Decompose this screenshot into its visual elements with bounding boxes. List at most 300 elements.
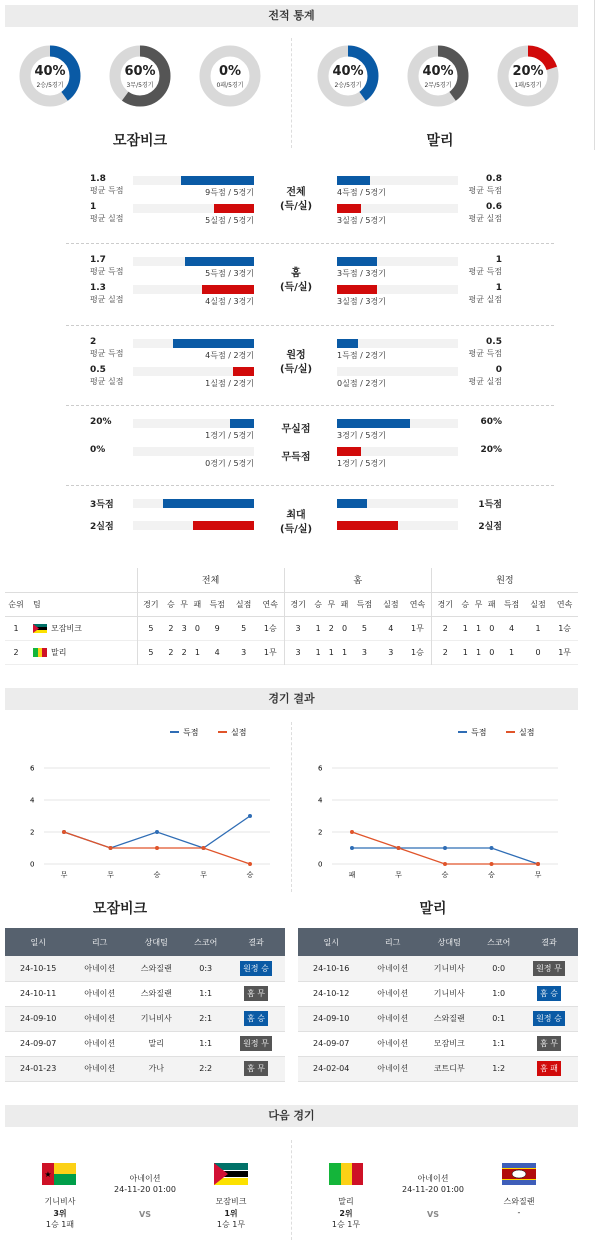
stat-cell: 4 bbox=[214, 647, 220, 657]
data-point bbox=[443, 846, 447, 850]
result-league: 아네이션 bbox=[71, 1031, 128, 1056]
away-stat-label: 평균 득점 bbox=[468, 349, 502, 358]
stat-cell: 3 bbox=[388, 647, 394, 657]
result-score: 0:3 bbox=[185, 956, 227, 981]
stat-cell: 5 bbox=[148, 623, 154, 633]
away-blue-bar bbox=[337, 419, 410, 428]
data-point bbox=[202, 846, 206, 850]
series-line-score bbox=[352, 848, 538, 864]
home-red-bar bbox=[233, 367, 254, 376]
result-opp: 스와질랜 bbox=[421, 1006, 478, 1031]
results-header: 결과 bbox=[227, 928, 285, 956]
standings-subheader: 실점 bbox=[530, 599, 546, 609]
group-home: 홈 bbox=[284, 568, 431, 592]
stat-cell: 0 bbox=[194, 623, 200, 633]
x-tick-label: 승 bbox=[153, 871, 161, 879]
y-tick-label: 4 bbox=[30, 796, 35, 805]
home-stat-label: 평균 실점 bbox=[90, 377, 124, 386]
away-red-bar bbox=[337, 285, 377, 294]
standings-subheader: 승 bbox=[461, 599, 470, 609]
stat-cell: 0 bbox=[535, 647, 541, 657]
away-bar-subtext: 3득점 / 3경기 bbox=[337, 269, 386, 278]
away-results-table bbox=[298, 928, 578, 1082]
away-bar-subtext: 3실점 / 5경기 bbox=[337, 216, 386, 225]
compare-center-label bbox=[261, 349, 331, 377]
away-stat-label: 평균 실점 bbox=[468, 377, 502, 386]
result-badge: 홈 패 bbox=[537, 1061, 561, 1076]
home-results-table bbox=[5, 928, 285, 1082]
team-cell[interactable] bbox=[27, 616, 137, 640]
legend-label: 실점 bbox=[231, 728, 247, 737]
away-blue-bar bbox=[337, 499, 367, 508]
standings-subheader: 실점 bbox=[235, 599, 252, 609]
results-header: 상대팀 bbox=[128, 928, 185, 956]
center-label-line2: (득/실) bbox=[279, 524, 313, 535]
standings-table bbox=[5, 568, 578, 665]
next2-left-record: 1승 1무 bbox=[331, 1220, 361, 1229]
next2-left-name: 말리 bbox=[338, 1197, 354, 1206]
result-cell bbox=[520, 981, 578, 1006]
result-cell bbox=[227, 1006, 285, 1031]
data-point bbox=[62, 830, 66, 834]
stat-cell: 4 bbox=[388, 623, 394, 633]
stat-cell: 2 bbox=[168, 647, 174, 657]
mozambique-flag-icon bbox=[214, 1163, 248, 1185]
y-tick-label: 0 bbox=[30, 860, 35, 869]
standings-subheader: 승 bbox=[167, 599, 175, 609]
result-date: 24-10-16 bbox=[298, 956, 364, 981]
record-stats-header: 전적 통계 bbox=[5, 5, 578, 27]
x-tick-label: 무 bbox=[395, 871, 402, 879]
home-bar-subtext: 5실점 / 5경기 bbox=[205, 216, 254, 225]
away-results-title: 말리 bbox=[419, 901, 447, 917]
away-blue-bar bbox=[337, 339, 358, 348]
result-score: 0:0 bbox=[478, 956, 520, 981]
data-point bbox=[109, 846, 113, 850]
result-badge: 원정 승 bbox=[533, 1011, 565, 1026]
section-divider bbox=[66, 405, 554, 406]
result-league: 아네이션 bbox=[71, 956, 128, 981]
away-stat-value: 60% bbox=[480, 417, 502, 427]
result-row bbox=[5, 956, 285, 981]
result-cell bbox=[227, 1031, 285, 1056]
section-divider bbox=[66, 243, 554, 244]
results-header: 리그 bbox=[71, 928, 128, 956]
donut-subtext: 0패/5경기 bbox=[216, 82, 244, 89]
result-opp: 스와질랜 bbox=[128, 956, 185, 981]
results-header: 스코어 bbox=[478, 928, 520, 956]
scrollbar[interactable] bbox=[594, 0, 600, 150]
stat-cell: 0 bbox=[342, 623, 348, 633]
away-stat-value: 1득점 bbox=[478, 500, 502, 510]
next2-left-rank: 2위 bbox=[339, 1209, 353, 1218]
home-stat-value: 20% bbox=[90, 417, 112, 427]
standings-subheader: 실점 bbox=[383, 599, 399, 609]
away-donut-1 bbox=[406, 44, 470, 108]
away-red-bar bbox=[337, 447, 361, 456]
stat-cell: 3 bbox=[361, 647, 367, 657]
result-opp: 기니비사 bbox=[421, 956, 478, 981]
eswatini-flag-icon bbox=[502, 1163, 536, 1185]
result-date: 24-02-04 bbox=[298, 1056, 364, 1081]
home-stat-value: 1.8 bbox=[90, 174, 106, 184]
standings-subheader: 경기 bbox=[437, 599, 454, 609]
result-date: 24-09-07 bbox=[5, 1031, 71, 1056]
away-blue-bar bbox=[337, 176, 370, 185]
center-label-line2: (득/실) bbox=[279, 282, 313, 293]
compare-center-label bbox=[261, 509, 331, 537]
center-label-line1: 최대 bbox=[286, 510, 306, 521]
result-score: 1:0 bbox=[478, 981, 520, 1006]
home-bar-subtext: 0경기 / 5경기 bbox=[205, 459, 254, 468]
next2-vs: VS bbox=[427, 1210, 439, 1219]
donut-percent: 60% bbox=[124, 64, 156, 79]
away-stat-value: 1 bbox=[495, 255, 502, 265]
away-bar-subtext: 4득점 / 5경기 bbox=[337, 188, 386, 197]
result-opp: 모잠비크 bbox=[421, 1031, 478, 1056]
next1-right-record: 1승 1무 bbox=[216, 1220, 246, 1229]
data-point bbox=[350, 830, 354, 834]
result-badge: 원정 승 bbox=[240, 961, 272, 976]
stat-cell: 1 bbox=[462, 623, 468, 633]
standings-subheader: 패 bbox=[340, 599, 349, 609]
donut-percent: 40% bbox=[332, 64, 364, 79]
data-point bbox=[155, 830, 159, 834]
result-cell bbox=[520, 1031, 578, 1056]
home-donut-2 bbox=[198, 44, 262, 108]
result-badge: 홈 무 bbox=[537, 1036, 561, 1051]
standings-subheader: 패 bbox=[487, 599, 496, 609]
x-tick-label: 무 bbox=[60, 871, 68, 879]
away-form-chart bbox=[308, 722, 568, 887]
bar-track bbox=[133, 447, 254, 456]
stat-cell: 1무 bbox=[257, 640, 284, 664]
stat-cell: 1무 bbox=[558, 647, 572, 657]
divider bbox=[291, 1140, 292, 1240]
donut-subtext: 1패/5경기 bbox=[514, 82, 542, 89]
center-label-line1: 전체 bbox=[286, 187, 306, 198]
result-opp: 가나 bbox=[128, 1056, 185, 1081]
home-blue-bar bbox=[185, 257, 254, 266]
data-point bbox=[443, 862, 447, 866]
result-date: 24-09-07 bbox=[298, 1031, 364, 1056]
home-bar-subtext: 5득점 / 3경기 bbox=[205, 269, 254, 278]
result-cell bbox=[227, 981, 285, 1006]
divider bbox=[291, 722, 292, 892]
standings-subheader: 무 bbox=[327, 599, 336, 609]
away-stat-value: 20% bbox=[480, 445, 502, 455]
center-label-line1: 홈 bbox=[291, 268, 301, 279]
home-team-title: 모잠비크 bbox=[112, 133, 168, 149]
data-point bbox=[155, 846, 159, 850]
home-stat-label: 평균 득점 bbox=[90, 186, 124, 195]
x-tick-label: 승 bbox=[441, 871, 449, 879]
results-header: 상대팀 bbox=[421, 928, 478, 956]
x-tick-label: 무 bbox=[107, 871, 114, 879]
team-name: 모잠비크 bbox=[51, 623, 82, 633]
next2-datetime: 24-11-20 01:00 bbox=[402, 1185, 464, 1194]
home-donut-1 bbox=[108, 44, 172, 108]
stat-cell: 0 bbox=[489, 647, 495, 657]
mozambique-flag-icon bbox=[33, 624, 47, 633]
stat-cell: 1 bbox=[509, 647, 515, 657]
result-opp: 스와질랜 bbox=[128, 981, 185, 1006]
standings-row bbox=[5, 640, 578, 664]
result-row bbox=[5, 981, 285, 1006]
result-opp: 말리 bbox=[128, 1031, 185, 1056]
away-stat-label: 평균 득점 bbox=[468, 267, 502, 276]
next2-league: 아네이션 bbox=[417, 1174, 449, 1183]
away-bar-subtext: 3실점 / 3경기 bbox=[337, 297, 386, 306]
stat-cell: 9 bbox=[214, 623, 220, 633]
stat-cell: 4 bbox=[509, 623, 515, 633]
stat-cell: 1 bbox=[315, 623, 321, 633]
result-league: 아네이션 bbox=[364, 1006, 421, 1031]
stat-cell: 3 bbox=[241, 647, 247, 657]
home-red-bar bbox=[202, 285, 254, 294]
section-divider bbox=[66, 485, 554, 486]
result-row bbox=[5, 1031, 285, 1056]
x-tick-label: 무 bbox=[200, 871, 207, 879]
result-score: 0:1 bbox=[478, 1006, 520, 1031]
stat-cell: 1 bbox=[194, 647, 200, 657]
stat-cell: 1 bbox=[342, 647, 348, 657]
mali-flag-icon bbox=[33, 648, 47, 657]
result-cell bbox=[227, 1056, 285, 1081]
next1-left-rank: 3위 bbox=[53, 1209, 67, 1218]
away-team-title: 말리 bbox=[426, 133, 454, 149]
stat-cell: 1무 bbox=[404, 616, 431, 640]
result-league: 아네이션 bbox=[364, 1031, 421, 1056]
result-league: 아네이션 bbox=[71, 1006, 128, 1031]
x-tick-label: 무 bbox=[534, 871, 542, 879]
home-bar-subtext: 9득점 / 5경기 bbox=[205, 188, 254, 197]
y-tick-label: 6 bbox=[30, 764, 35, 773]
x-tick-label: 승 bbox=[246, 871, 254, 879]
result-row bbox=[5, 1056, 285, 1081]
y-tick-label: 4 bbox=[318, 796, 323, 805]
legend-label: 득점 bbox=[471, 728, 487, 737]
home-stat-label: 평균 실점 bbox=[90, 295, 124, 304]
result-league: 아네이션 bbox=[364, 956, 421, 981]
result-badge: 홈 무 bbox=[244, 986, 268, 1001]
results-header: 일시 bbox=[298, 928, 364, 956]
result-date: 24-01-23 bbox=[5, 1056, 71, 1081]
compare-center-label bbox=[261, 267, 331, 295]
next1-left-record: 1승 1패 bbox=[45, 1220, 75, 1229]
data-point bbox=[490, 846, 494, 850]
stat-cell: 1 bbox=[535, 623, 541, 633]
compare-center-label: 무실점 bbox=[281, 424, 311, 435]
team-name: 말리 bbox=[51, 647, 67, 657]
legend-label: 득점 bbox=[183, 728, 199, 737]
data-point bbox=[350, 846, 354, 850]
result-row bbox=[298, 1006, 578, 1031]
home-blue-bar bbox=[230, 419, 254, 428]
away-stat-value: 0.6 bbox=[486, 202, 502, 212]
next1-datetime: 24-11-20 01:00 bbox=[114, 1185, 176, 1194]
y-tick-label: 2 bbox=[318, 828, 323, 837]
section-divider bbox=[66, 325, 554, 326]
away-donut-2 bbox=[496, 44, 560, 108]
standings-subheader: 득점 bbox=[209, 599, 225, 609]
standings-subheader: 경기 bbox=[290, 599, 306, 609]
next1-league: 아네이션 bbox=[129, 1174, 161, 1183]
result-cell bbox=[227, 956, 285, 981]
result-row bbox=[298, 1031, 578, 1056]
stat-cell: 1 bbox=[315, 647, 321, 657]
result-opp: 기니비사 bbox=[128, 1006, 185, 1031]
home-stat-value: 3득점 bbox=[90, 500, 114, 510]
home-red-bar bbox=[193, 521, 254, 530]
match-results-header: 경기 결과 bbox=[5, 688, 578, 710]
data-point bbox=[536, 862, 540, 866]
home-bar-subtext: 1경기 / 5경기 bbox=[205, 431, 254, 440]
center-label-line2: (득/실) bbox=[279, 201, 313, 212]
results-header: 결과 bbox=[520, 928, 578, 956]
stat-cell: 2 bbox=[442, 647, 448, 657]
next1-right-rank: 1위 bbox=[224, 1209, 238, 1218]
home-stat-value: 0% bbox=[90, 445, 106, 455]
rank-cell: 1 bbox=[13, 623, 19, 633]
standings-subheader: 경기 bbox=[143, 599, 159, 609]
home-red-bar bbox=[214, 204, 254, 213]
result-opp: 기니비사 bbox=[421, 981, 478, 1006]
guinea-bissau-flag-icon bbox=[42, 1163, 76, 1185]
result-date: 24-10-12 bbox=[298, 981, 364, 1006]
home-stat-value: 1.3 bbox=[90, 283, 106, 293]
next2-right-record: - bbox=[517, 1208, 521, 1217]
results-header: 일시 bbox=[5, 928, 71, 956]
home-stat-label: 평균 실점 bbox=[90, 214, 124, 223]
away-stat-value: 0.5 bbox=[486, 337, 502, 347]
results-header: 리그 bbox=[364, 928, 421, 956]
away-red-bar bbox=[337, 204, 361, 213]
home-form-chart bbox=[20, 722, 280, 887]
result-league: 아네이션 bbox=[71, 1056, 128, 1081]
result-badge: 원정 무 bbox=[240, 1036, 272, 1051]
group-all: 전체 bbox=[137, 568, 284, 592]
divider bbox=[291, 38, 292, 148]
donut-subtext: 2무/5경기 bbox=[424, 82, 452, 89]
donut-subtext: 2승/5경기 bbox=[334, 82, 362, 89]
team-cell[interactable] bbox=[27, 640, 137, 664]
home-stat-value: 0.5 bbox=[90, 365, 106, 375]
stat-cell: 1승 bbox=[257, 616, 284, 640]
standings-header: 팀 bbox=[27, 592, 137, 616]
standings-subheader: 무 bbox=[180, 599, 188, 609]
result-score: 1:2 bbox=[478, 1056, 520, 1081]
center-label-line2: (득/실) bbox=[279, 364, 313, 375]
next2-right-name: 스와질랜 bbox=[503, 1197, 535, 1206]
rank-cell: 2 bbox=[13, 647, 19, 657]
result-opp: 코트디부 bbox=[421, 1056, 478, 1081]
donut-percent: 40% bbox=[34, 64, 66, 79]
result-score: 1:1 bbox=[185, 981, 227, 1006]
home-bar-subtext: 1실점 / 2경기 bbox=[205, 379, 254, 388]
away-bar-subtext: 1득점 / 2경기 bbox=[337, 351, 386, 360]
away-stat-label: 평균 실점 bbox=[468, 295, 502, 304]
standings-subheader: 무 bbox=[474, 599, 483, 609]
y-tick-label: 6 bbox=[318, 764, 323, 773]
stat-cell: 1 bbox=[462, 647, 468, 657]
result-date: 24-09-10 bbox=[5, 1006, 71, 1031]
y-tick-label: 2 bbox=[30, 828, 35, 837]
standings-subheader: 득점 bbox=[356, 599, 373, 609]
away-stat-value: 2실점 bbox=[478, 522, 502, 532]
home-stat-value: 1.7 bbox=[90, 255, 106, 265]
standings-header: 순위 bbox=[8, 599, 24, 609]
away-bar-subtext: 3경기 / 5경기 bbox=[337, 431, 386, 440]
home-results-title: 모잠비크 bbox=[92, 901, 148, 917]
result-score: 1:1 bbox=[478, 1031, 520, 1056]
away-bar-subtext: 1경기 / 5경기 bbox=[337, 459, 386, 468]
stat-cell: 5 bbox=[361, 623, 367, 633]
result-date: 24-10-15 bbox=[5, 956, 71, 981]
result-row bbox=[5, 1006, 285, 1031]
standings-row bbox=[5, 616, 578, 640]
result-cell bbox=[520, 1006, 578, 1031]
stat-cell: 1 bbox=[475, 623, 482, 633]
result-row bbox=[298, 981, 578, 1006]
compare-center-label: 무득점 bbox=[281, 452, 311, 463]
data-point bbox=[397, 846, 401, 850]
result-row bbox=[298, 1056, 578, 1081]
home-bar-subtext: 4실점 / 3경기 bbox=[205, 297, 254, 306]
x-tick-label: 승 bbox=[488, 871, 495, 879]
legend-label: 실점 bbox=[519, 728, 535, 737]
standings-subheader: 승 bbox=[314, 599, 322, 609]
home-stat-value: 2 bbox=[90, 337, 97, 347]
home-bar-subtext: 4득점 / 2경기 bbox=[205, 351, 254, 360]
compare-center-label bbox=[261, 186, 331, 214]
away-blue-bar bbox=[337, 257, 377, 266]
home-stat-value: 1 bbox=[90, 202, 97, 212]
stat-cell: 2 bbox=[328, 623, 334, 633]
result-score: 2:1 bbox=[185, 1006, 227, 1031]
next1-vs: VS bbox=[139, 1210, 151, 1219]
result-league: 아네이션 bbox=[71, 981, 128, 1006]
home-blue-bar bbox=[173, 339, 254, 348]
next-match-header: 다음 경기 bbox=[5, 1105, 578, 1127]
stat-cell: 1승 bbox=[558, 623, 572, 633]
home-stat-label: 평균 득점 bbox=[90, 267, 124, 276]
y-tick-label: 0 bbox=[318, 860, 323, 869]
center-label-line1: 원정 bbox=[286, 350, 306, 361]
away-stat-label: 평균 실점 bbox=[468, 214, 502, 223]
result-badge: 홈 승 bbox=[537, 986, 561, 1001]
x-tick-label: 패 bbox=[348, 871, 356, 879]
result-date: 24-10-11 bbox=[5, 981, 71, 1006]
data-point bbox=[490, 862, 494, 866]
result-cell bbox=[520, 1056, 578, 1081]
result-row bbox=[298, 956, 578, 981]
standings-subheader: 연속 bbox=[404, 592, 431, 616]
stat-cell: 2 bbox=[168, 623, 174, 633]
away-stat-value: 0 bbox=[495, 365, 502, 375]
stat-cell: 1 bbox=[475, 647, 482, 657]
donut-subtext: 2승/5경기 bbox=[36, 82, 64, 89]
stat-cell: 3 bbox=[181, 623, 187, 633]
home-stat-label: 평균 득점 bbox=[90, 349, 124, 358]
next1-right-name: 모잠비크 bbox=[215, 1197, 247, 1206]
result-score: 1:1 bbox=[185, 1031, 227, 1056]
standings-subheader: 연속 bbox=[257, 592, 284, 616]
stat-cell: 3 bbox=[295, 647, 301, 657]
stat-cell: 1승 bbox=[404, 640, 431, 664]
result-league: 아네이션 bbox=[364, 981, 421, 1006]
home-stat-value: 2실점 bbox=[90, 522, 114, 532]
